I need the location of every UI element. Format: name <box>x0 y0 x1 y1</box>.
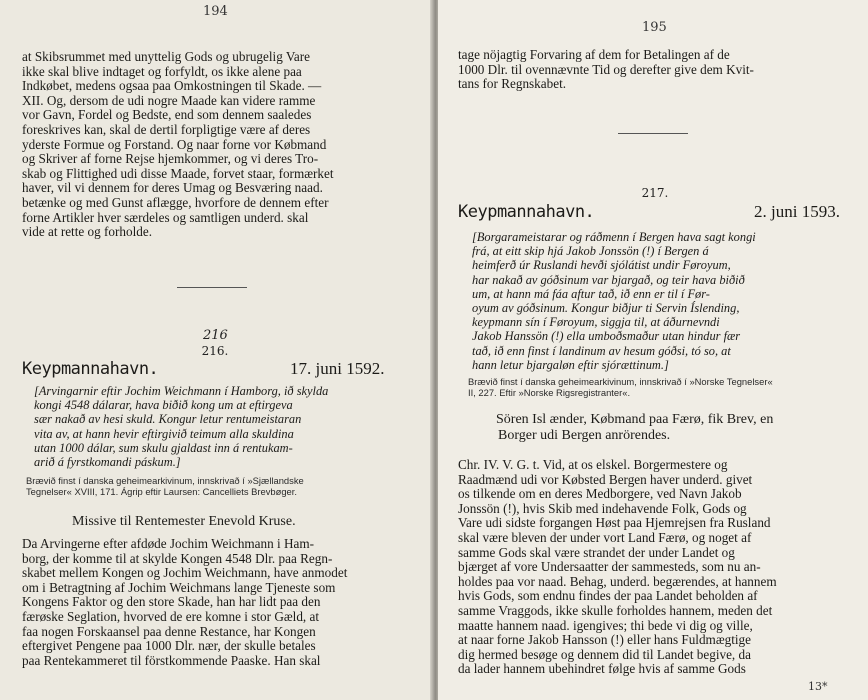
section-divider <box>177 287 247 288</box>
text-line: haver, vil vi dennem for deres Umag og Besværing naad. <box>22 180 323 196</box>
title-line: Borger udi Bergen anrörendes. <box>498 428 671 443</box>
text-line: holdes paa vor naad. Behag, underd. begærendes, at hannem <box>458 573 777 589</box>
text-line: borg, der komme til at skylde Kongen 4548 Dlr. paa Regn- <box>22 550 333 566</box>
summary-text <box>34 384 404 469</box>
letter-text <box>458 458 856 677</box>
continuation-text <box>22 50 402 240</box>
text-line: eftergivet Pengene paa 1000 Dlr. nær, der skulle betales <box>22 638 316 654</box>
text-line: samme Gods skal være strandet der under Landet og <box>458 544 735 560</box>
source-line: II, 227. Eftir »Norske Rigsregistranter«. <box>468 387 631 398</box>
text-line: XII. Og, dersom de udi nogre Maade kan videre ramme <box>22 92 316 108</box>
text-line: os tilkende om en deres Medborgere, ved Navn Jakob <box>458 486 742 502</box>
summary-line: oyum av góðsinum. Kongur biðjur ti Servin Íslending, <box>472 301 740 316</box>
letter-title <box>496 412 856 444</box>
page-number: 195 <box>642 20 667 35</box>
text-line: vide at rette og forholde. <box>22 224 152 240</box>
date-heading: 2. juni 1593. <box>754 202 840 221</box>
place-heading: Keypmannahavn. <box>22 359 159 379</box>
text-line: betænke og med Gunst aflægge, hvorfore de dennem efter <box>22 194 329 210</box>
page-number: 194 <box>203 4 228 19</box>
title-line: Sören Isl ænder, Købmand paa Færø, fik Brev, en <box>496 412 774 427</box>
text-line: Indkøbet, medens ogsaa paa Omkostningen til Skade. — <box>22 78 322 94</box>
text-line: skabet mellem Kongen og Jochim Weichmann, have anmodet <box>22 565 348 581</box>
text-line: skab og Flittighed udi disse Maade, forvet staar, formærket <box>22 165 334 181</box>
summary-line: keypmann sín í Føroyum, siggja til, at áðurnevndi <box>472 315 720 330</box>
document-number: 216. <box>201 344 229 358</box>
summary-line: hann letur bjargaløn eftir sjórættinum.] <box>472 357 669 372</box>
letter-title: Missive til Rentemester Enevold Kruse. <box>72 514 296 529</box>
text-line: om i Betragtning af Jochim Weichmans lange Tjeneste som <box>22 579 336 595</box>
text-line: færøske Seglation, hvorved de ere komne i stor Gæld, at <box>22 608 320 624</box>
text-line: at Skibsrummet med unyttelig Gods og ubrugelig Vare <box>22 49 311 64</box>
summary-line: kongi 4548 dálarar, hava biðið kong um at eftirgeva <box>34 398 293 413</box>
summary-line: Jakob Hanssön (!) ella umboðsmaður utan hindur fær <box>472 329 741 344</box>
text-line: da lader hannem ubehindret følge hvis af samme Gods <box>458 661 746 677</box>
text-line: forne Artikler hver særdeles og samtligen underd. skal <box>22 209 309 225</box>
summary-line: har nakað av góðsinum var bjargað, og teir hava biðið <box>472 272 745 287</box>
summary-line: arið á fyrstkomandi páskum.] <box>34 455 181 470</box>
text-line: Da Arvingerne efter afdøde Jochim Weichmann i Ham- <box>22 536 315 551</box>
text-line: paa Rentekammeret til förstkommende Paaske. Han skal <box>22 652 321 668</box>
text-line: skal være bleven der under vort Land Færø, og noget af <box>458 529 752 545</box>
text-line: vor Gavn, Fordel og Bedste, end som dennem saaledes <box>22 107 312 123</box>
summary-line: um, at hann má fáa aftur tað, ið enn er til í Før- <box>472 286 710 301</box>
section-divider <box>618 133 688 134</box>
summary-line: utan 1000 dálar, sum skulu gjaldast inn á rentukam- <box>34 440 293 455</box>
place-heading: Keypmannahavn. <box>458 202 595 222</box>
text-line: samme Vraggods, ikke skulle forholdes hannem, meden det <box>458 602 773 618</box>
handwritten-number: 216 <box>203 328 228 343</box>
summary-text <box>472 230 858 372</box>
text-line: Jonssön (!), hvis Skib med indehavende Folk, Gods og <box>458 500 747 516</box>
summary-line: frá, at eitt skip hjá Jakob Jonssön (!) í Bergen á <box>472 244 709 259</box>
text-line: Raadmænd udi vor Købsted Bergen haver underd. givet <box>458 471 753 487</box>
text-line: hvis Gods, som endnu findes der paa Landet beholden af <box>458 588 758 604</box>
continuation-text <box>458 48 853 92</box>
text-line: Kongens Faktor og den store Skade, han har lidt paa den <box>22 594 321 610</box>
text-line: tans for Regnskabet. <box>458 76 567 92</box>
text-line: ikke skal blive indtaget og forfyldt, os ikke alene paa <box>22 63 302 79</box>
summary-line: [Arvingarnir eftir Jochim Weichmann í Hamborg, ið skylda <box>34 384 329 398</box>
text-line: dig hermed besøge og dennem did til Landet begive, da <box>458 646 751 662</box>
document-number: 217. <box>641 186 669 200</box>
text-line: og Skriver af forne Rejse hjemkommer, og vi deres Tro- <box>22 151 319 167</box>
summary-line: heimferð úr Ruslandi hevði sjólátist undir Føroyum, <box>472 258 731 273</box>
source-note <box>26 475 406 497</box>
text-line: maatte hannem naad. igengives; thi bede vi dig og ville, <box>458 617 753 633</box>
letter-text <box>22 537 402 668</box>
text-line: 1000 Dlr. til ovennævnte Tid og derefter give dem Kvit- <box>458 61 754 77</box>
source-line: Brævið finst í danska geheimearkivinum, innskrivað í »Norske Tegnelser« <box>468 376 773 387</box>
summary-line: sær nakað av hesi skuld. Kongur letur rentumeistaran <box>34 412 302 427</box>
text-line: tage nöjagtig Forvaring af dem for Betalingen af de <box>458 47 730 62</box>
text-line: foreskrives kan, skal de dertil forpligtige være af deres <box>22 121 311 137</box>
text-line: faa nogen Forskaansel paa denne Restance, har Kongen <box>22 623 316 639</box>
source-line: Tegnelser« XVIII, 171. Ágrip eftir Laursen: Cancelliets Brevbøger. <box>26 486 297 497</box>
text-line: yderste Formue og Forstand. Og naar forne vor Købmand <box>22 136 327 152</box>
date-heading: 17. juni 1592. <box>290 359 385 378</box>
text-line: bjærget af vore Undersaatter der sammesteds, som nu an- <box>458 559 761 575</box>
summary-line: vita av, at hann hevir eftirgivið teimum alla skuldina <box>34 426 294 441</box>
right-page <box>438 0 868 700</box>
summary-line: [Borgarameistarar og ráðmenn í Bergen hava sagt kongi <box>472 230 756 244</box>
signature-mark: 13* <box>808 680 828 693</box>
text-line: Chr. IV. V. G. t. Vid, at os elskel. Borgermestere og <box>458 457 728 472</box>
source-line: Brævið finst í danska geheimearkivinum, innskrivað í »Sjællandske <box>26 475 304 486</box>
source-note <box>468 376 860 398</box>
text-line: Vare udi sidste forgangen Høst paa Hjemrejsen fra Rusland <box>458 515 771 531</box>
text-line: at naar forne Jakob Hansson (!) eller hans Fuldmægtige <box>458 632 751 648</box>
summary-line: tað, ið enn finst í landinum av hesum góðsi, tó so, at <box>472 343 731 358</box>
